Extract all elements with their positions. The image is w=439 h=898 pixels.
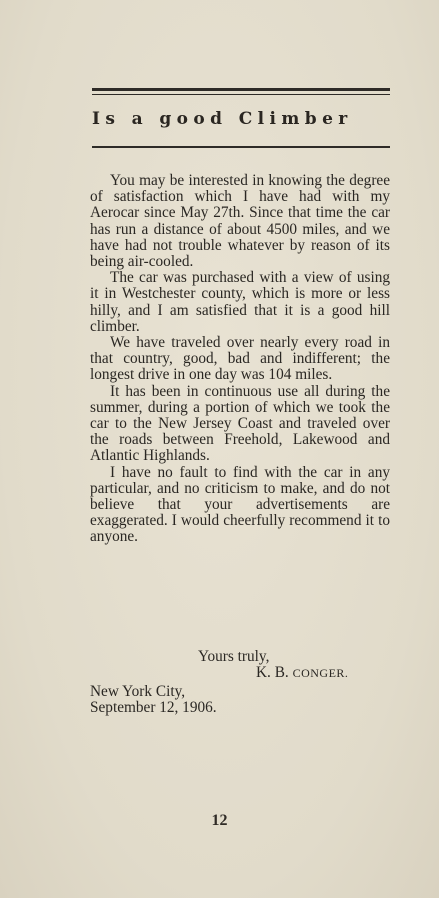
place-line: New York City, [90,683,186,700]
heading-underline-rule [92,146,390,148]
top-rule-thick [92,88,390,91]
signature [256,665,348,681]
paragraph: You may be interested in knowing the degree of satisfaction which I have had with my Aerocar since May 27th. Since that time the car has run a distance of about 4500 miles, and we have had not trouble whatever by reason of its being air-cooled. [90,172,390,271]
paragraph: It has been in continuous use all during the summer, during a portion of which we took the car to the New Jersey Coast and traveled over the roads between Freehold, Lakewood and Atlantic Highlands. [90,382,390,465]
page-number: 12 [211,812,228,829]
place-and-date [90,684,217,717]
section-heading: Is a good Climber [92,109,353,129]
paragraph: We have traveled over nearly every road in that country, good, bad and indifferent; the longest drive in one day was 104 miles. [90,334,390,384]
closing-line: Yours truly, [198,648,270,665]
letter-body [90,173,390,546]
top-rule-thin [92,94,390,95]
signer-surname: CONGER. [292,666,349,680]
date-line: September 12, 1906. [90,699,217,717]
paragraph: The car was purchased with a view of using it in Westchester county, which is more or less hilly, and I am satisfied that it is a good hill climber. [90,269,390,335]
signer-initials: K. B. [256,664,289,681]
paragraph: I have no fault to find with the car in any particular, and no criticism to make, and do not believe that your advertisements are exaggerated. I would cheerfully recommend it to anyone. [90,463,390,546]
